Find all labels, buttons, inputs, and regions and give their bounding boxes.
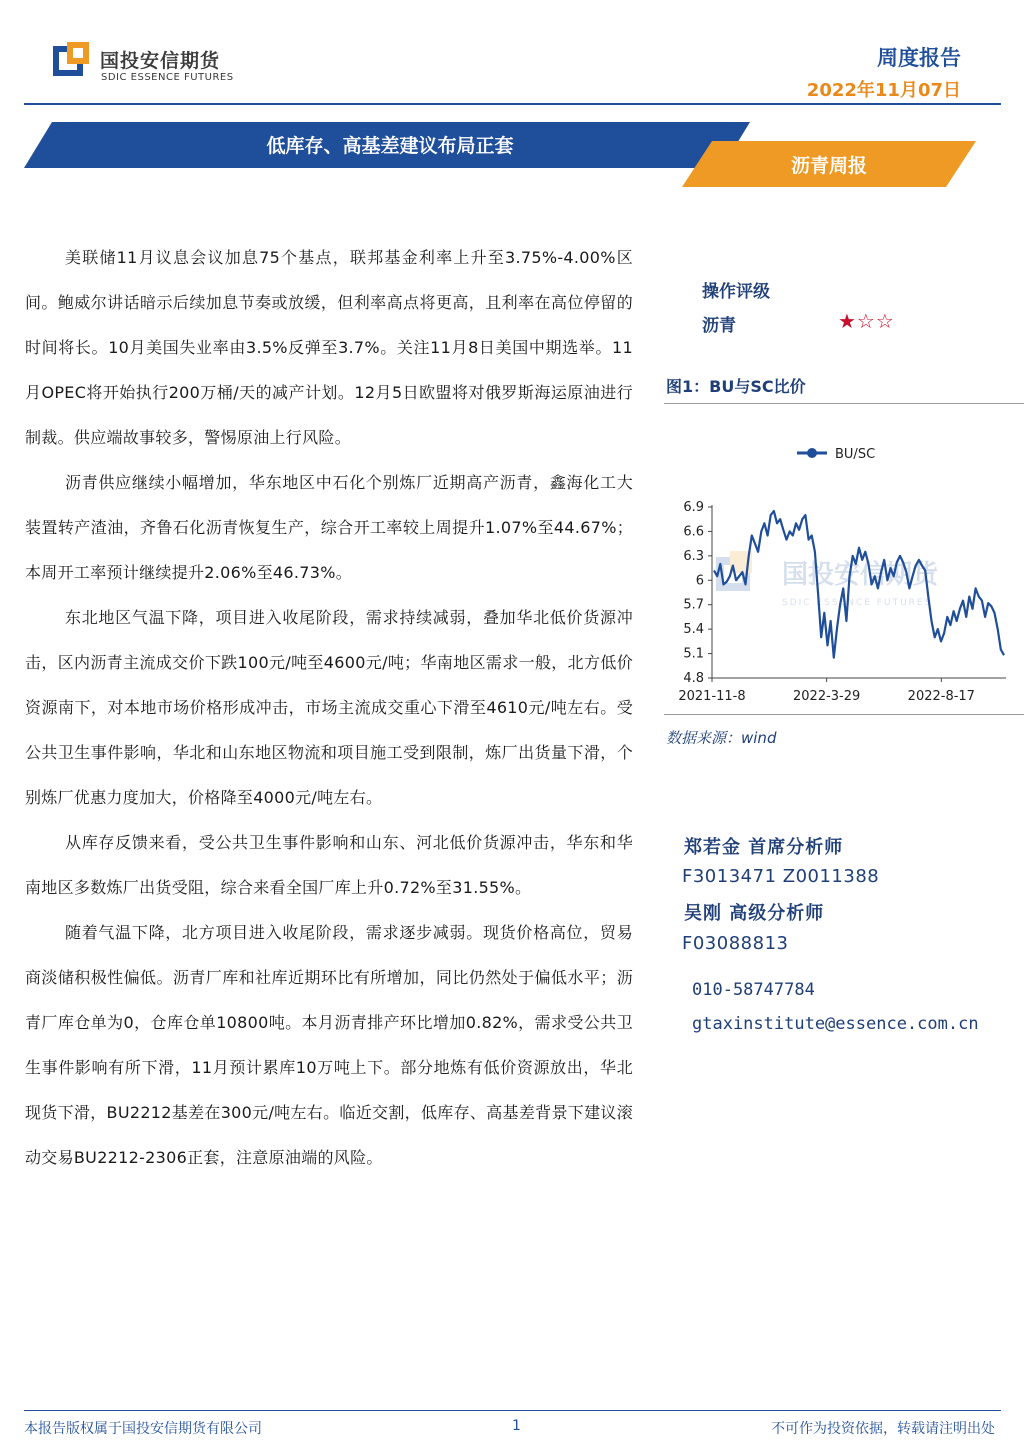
rating-label: 操作评级 (702, 282, 770, 302)
page-number: 1 (512, 1418, 521, 1434)
x-tick-label: 2022-8-17 (907, 689, 975, 704)
analyst-name: 郑若金 首席分析师 (684, 837, 844, 858)
x-tick-label: 2021-11-8 (678, 689, 746, 704)
chart-legend (797, 447, 875, 462)
rating-item: 沥青 (702, 316, 736, 336)
analyst-id: F3013471 Z0011388 (682, 866, 880, 887)
y-tick-label: 5.4 (683, 622, 704, 638)
footer-divider (24, 1410, 1001, 1411)
y-tick-label: 4.8 (683, 671, 704, 686)
logo-company-name-en: SDIC ESSENCE FUTURES (101, 72, 234, 83)
bu-sc-ratio-chart (664, 405, 1022, 711)
y-tick-label: 5.7 (683, 597, 704, 613)
report-date: 2022年11月07日 (806, 80, 961, 101)
rating-stars: ★☆☆ (838, 309, 895, 333)
y-tick-label: 6.3 (683, 548, 704, 564)
paragraph: 随着气温下降，北方项目进入收尾阶段，需求逐步减弱。现货价格高位，贸易商淡储积极性偏低。沥青厂库和社库近期环比有所增加，同比仍然处于偏低水平；沥青厂库仓单为0，仓库仓单10800吨。本月沥青排产环比增加0.82%，需求受公共卫生事件影响有所下滑，11月预计累库10万吨上下。部分地炼有低价资源放出，华北现货下滑，BU2212基差在300元/吨左右。临近交割，低库存、高基差背景下建议滚动交易BU2212-2306正套，注意原油端的风险。 (25, 923, 633, 1167)
contact-phone: 010-58747784 (692, 980, 815, 1000)
header-divider (24, 103, 1001, 105)
legend-label: BU/SC (835, 447, 876, 462)
data-source: 数据来源：wind (666, 729, 777, 747)
report-category: 沥青周报 (790, 155, 867, 177)
analyst-name: 吴刚 高级分析师 (684, 903, 825, 924)
chart-watermark (716, 551, 940, 608)
contact-email[interactable]: gtaxinstitute@essence.com.cn (692, 1014, 979, 1034)
figure-bottom-rule (664, 714, 1024, 715)
figure-top-rule (664, 403, 1024, 404)
paragraph: 沥青供应继续小幅增加，华东地区中石化个别炼厂近期高产沥青，鑫海化工大装置转产渣油，齐鲁石化沥青恢复生产，综合开工率较上周提升1.07%至44.67%；本周开工率预计继续提升2.06%至46.73%。 (25, 473, 633, 582)
logo-company-name: 国投安信期货 (100, 50, 221, 72)
footer-copyright: 本报告版权属于国投安信期货有限公司 (24, 1421, 262, 1437)
paragraph: 从库存反馈来看，受公共卫生事件影响和山东、河北低价货源冲击，华东和华南地区多数炼厂出货受阻，综合来看全国厂库上升0.72%至31.55%。 (25, 833, 633, 897)
watermark-text: 国投安信期货 (782, 560, 939, 590)
report-title: 低库存、高基差建议布局正套 (266, 135, 514, 157)
watermark-text-en: SDIC ESSENCE FUTURES (782, 598, 933, 608)
y-tick-label: 6.6 (683, 524, 704, 540)
company-logo-icon (53, 42, 91, 80)
footer-disclaimer: 不可作为投资依据，转载请注明出处 (771, 1421, 995, 1437)
y-tick-label: 5.1 (683, 646, 704, 662)
report-body (25, 235, 633, 1180)
x-tick-label: 2022-3-29 (793, 689, 861, 704)
figure-title: 图1：BU与SC比价 (666, 377, 806, 396)
paragraph: 东北地区气温下降，项目进入收尾阶段，需求持续减弱，叠加华北低价货源冲击，区内沥青主流成交价下跌100元/吨至4600元/吨；华南地区需求一般，北方低价资源南下，对本地市场价格形成冲击，市场主流成交重心下滑至4610元/吨左右。受公共卫生事件影响，华北和山东地区物流和项目施工受到限制，炼厂出货量下滑，个别炼厂优惠力度加大，价格降至4000元/吨左右。 (25, 608, 633, 807)
analyst-id: F03088813 (682, 933, 789, 954)
paragraph: 美联储11月议息会议加息75个基点，联邦基金利率上升至3.75%-4.00%区间。鲍威尔讲话暗示后续加息节奏或放缓，但利率高点将更高，且利率在高位停留的时间将长。10月美国失业率由3.5%反弹至3.7%。关注11月8日美国中期选举。11月OPEC将开始执行200万桶/天的减产计划。12月5日欧盟将对俄罗斯海运原油进行制裁。供应端故事较多，警惕原油上行风险。 (25, 248, 633, 447)
y-tick-label: 6 (695, 573, 704, 589)
y-tick-label: 6.9 (683, 500, 704, 515)
report-type: 周度报告 (877, 46, 961, 70)
